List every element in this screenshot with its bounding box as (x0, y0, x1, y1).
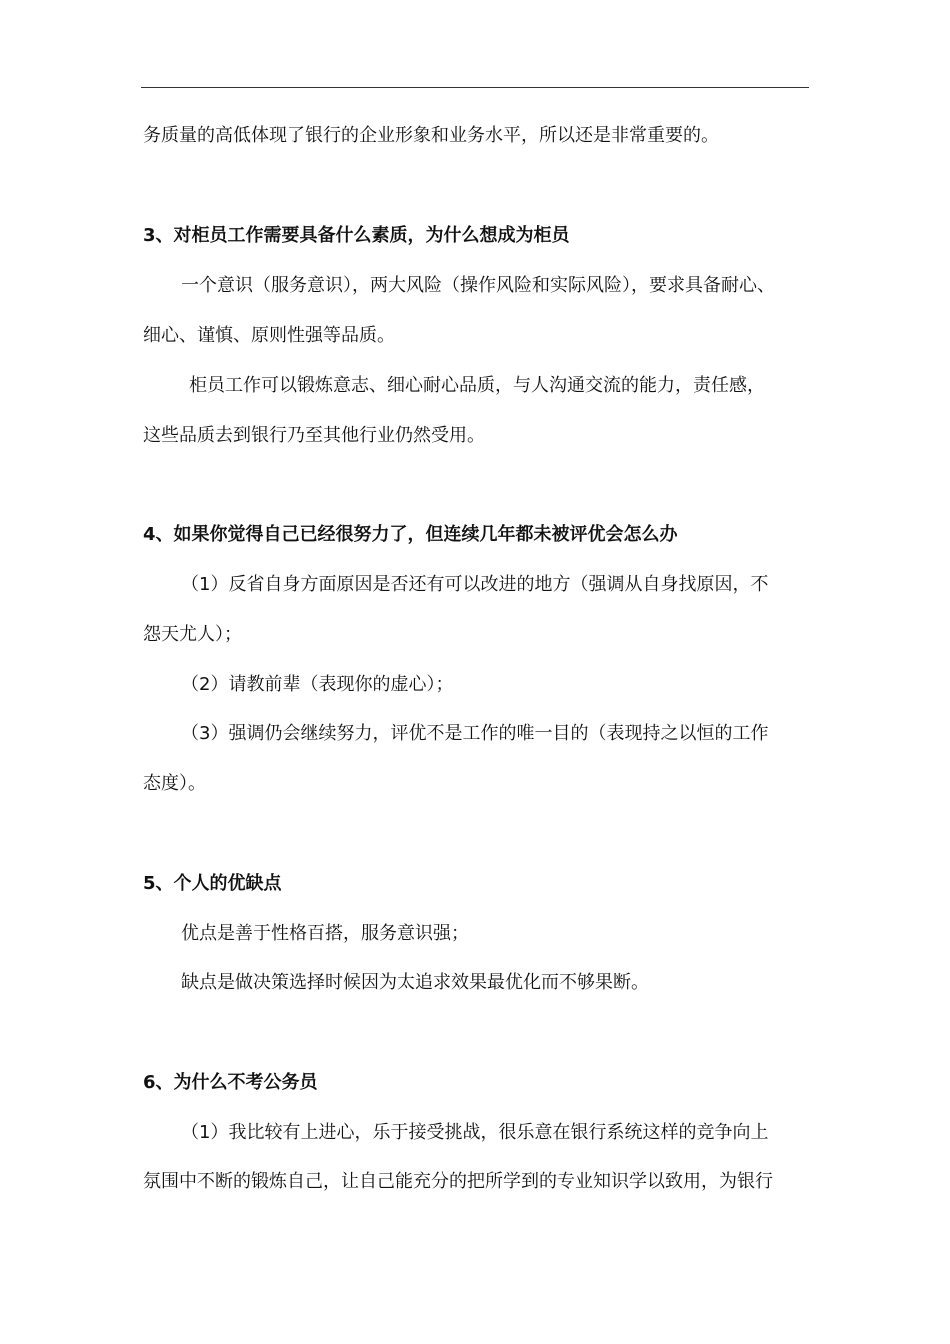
section-3-line-3: 柜员工作可以锻炼意志、细心耐心品质，与人沟通交流的能力，责任感， (189, 375, 765, 396)
section-heading-6: 6、为什么不考公务员 (143, 1072, 318, 1093)
section-heading-4: 4、如果你觉得自己已经很努力了，但连续几年都未被评优会怎么办 (143, 524, 678, 545)
header-rule (141, 87, 809, 88)
section-4-line-4: （3）强调仍会继续努力，评优不是工作的唯一目的（表现持之以恒的工作 (181, 723, 769, 744)
section-4-line-1: （1）反省自身方面原因是否还有可以改进的地方（强调从自身找原因，不 (181, 574, 769, 595)
section-5-line-2: 缺点是做决策选择时候因为太追求效果最优化而不够果断。 (181, 972, 649, 993)
section-4-line-5: 态度）。 (143, 773, 206, 794)
section-3-line-4: 这些品质去到银行乃至其他行业仍然受用。 (143, 425, 485, 446)
section-6-line-1: （1）我比较有上进心，乐于接受挑战，很乐意在银行系统这样的竞争向上 (181, 1122, 769, 1143)
section-heading-5: 5、个人的优缺点 (143, 873, 282, 894)
section-6-line-2: 氛围中不断的锻炼自己，让自己能充分的把所学到的专业知识学以致用，为银行 (143, 1171, 773, 1192)
section-4-line-3: （2）请教前辈（表现你的虚心）； (181, 674, 454, 695)
section-heading-3: 3、对柜员工作需要具备什么素质，为什么想成为柜员 (143, 225, 570, 246)
section-3-line-2: 细心、谨慎、原则性强等品质。 (143, 325, 395, 346)
section-5-line-1: 优点是善于性格百搭，服务意识强； (181, 923, 469, 944)
intro-continuation: 务质量的高低体现了银行的企业形象和业务水平，所以还是非常重要的。 (143, 125, 719, 146)
section-4-line-2: 怨天尤人）； (143, 624, 242, 645)
section-3-line-1: 一个意识（服务意识），两大风险（操作风险和实际风险），要求具备耐心、 (181, 275, 775, 296)
